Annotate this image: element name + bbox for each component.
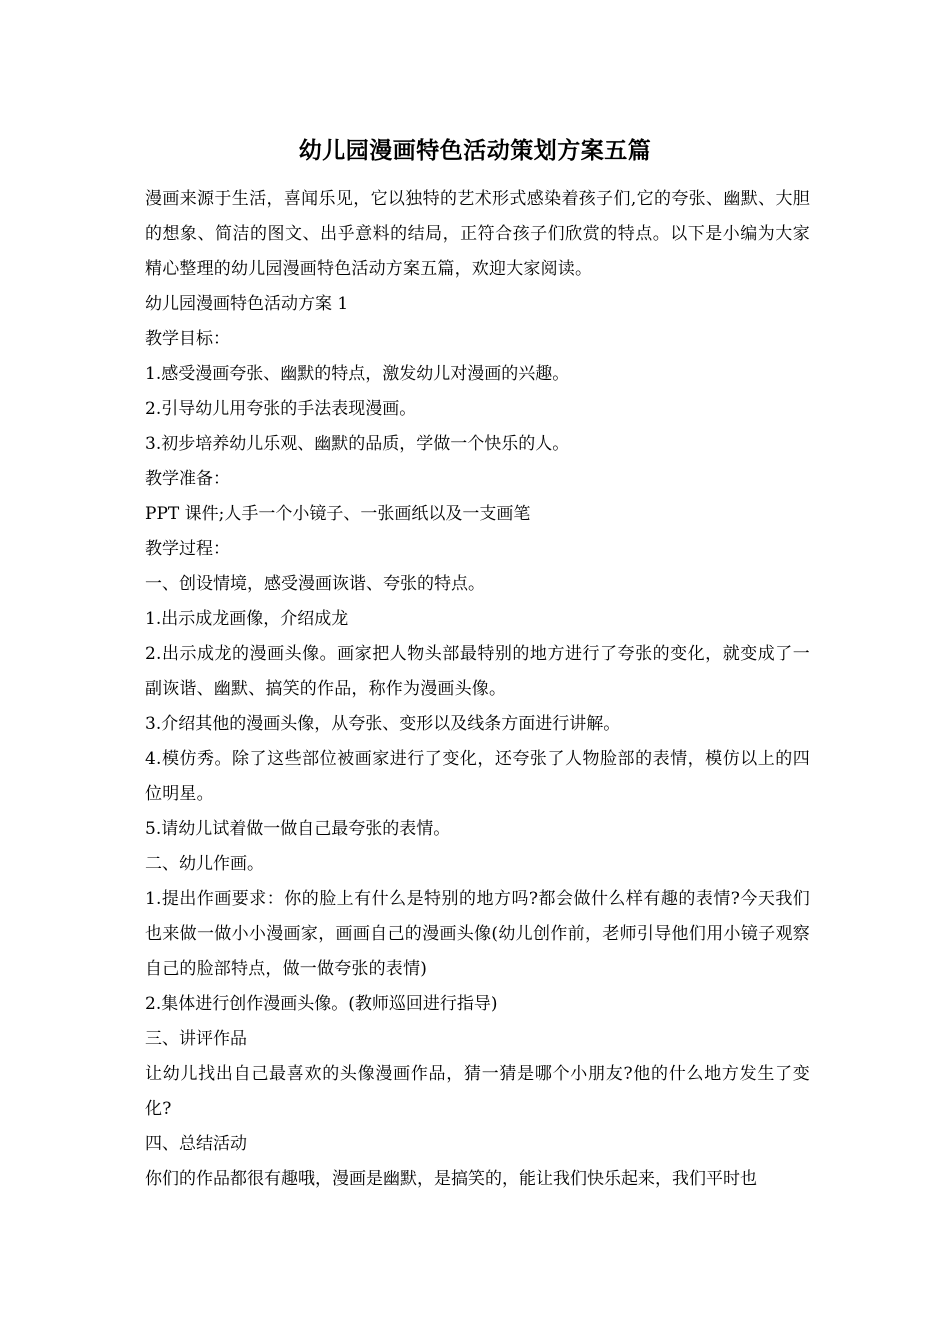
heading-teaching-goals: 教学目标：: [145, 329, 230, 349]
preparation-text: PPT 课件;人手一个小镜子、一张画纸以及一支画笔: [145, 504, 531, 524]
document-title: 幼儿园漫画特色活动策划方案五篇: [298, 137, 652, 164]
goal-item-1: 1.感受漫画夸张、幽默的特点，激发幼儿对漫画的兴趣。: [145, 364, 570, 384]
process-step-1-item-1: 1.出示成龙画像，介绍成龙: [145, 609, 349, 629]
document-body: [145, 182, 810, 1197]
process-step-4-heading: 四、总结活动: [145, 1134, 247, 1154]
intro-paragraph: 漫画来源于生活，喜闻乐见，它以独特的艺术形式感染着孩子们,它的夸张、幽默、大胆的想象、简洁的图文、出乎意料的结局，正符合孩子们欣赏的特点。以下是小编为大家精心整理的幼儿园漫画特色活动方案五篇，欢迎大家阅读。: [145, 189, 810, 279]
process-step-3-heading: 三、讲评作品: [145, 1029, 247, 1049]
goal-item-2: 2.引导幼儿用夸张的手法表现漫画。: [145, 399, 417, 419]
heading-teaching-preparation: 教学准备：: [145, 469, 230, 489]
goal-item-3: 3.初步培养幼儿乐观、幽默的品质，学做一个快乐的人。: [145, 434, 570, 454]
process-step-1-heading: 一、创设情境，感受漫画诙谐、夸张的特点。: [145, 574, 485, 594]
process-step-2-item-1: 1.提出作画要求：你的脸上有什么是特别的地方吗?都会做什么样有趣的表情?今天我们也来做一做小小漫画家，画画自己的漫画头像(幼儿创作前，老师引导他们用小镜子观察自己的脸部特点，做一做夸张的表情): [145, 889, 810, 979]
process-step-1-item-5: 5.请幼儿试着做一做自己最夸张的表情。: [145, 819, 451, 839]
process-step-2-item-2: 2.集体进行创作漫画头像。(教师巡回进行指导): [145, 994, 498, 1014]
process-step-2-heading: 二、幼儿作画。: [145, 854, 264, 874]
process-step-1-item-3: 3.介绍其他的漫画头像，从夸张、变形以及线条方面进行讲解。: [145, 714, 621, 734]
process-step-4-text: 你们的作品都很有趣哦，漫画是幽默，是搞笑的，能让我们快乐起来，我们平时也: [145, 1169, 757, 1189]
process-step-3-text: 让幼儿找出自己最喜欢的头像漫画作品，猜一猜是哪个小朋友?他的什么地方发生了变化?: [145, 1064, 810, 1119]
process-step-1-item-2: 2.出示成龙的漫画头像。画家把人物头部最特别的地方进行了夸张的变化，就变成了一副诙谐、幽默、搞笑的作品，称作为漫画头像。: [145, 644, 810, 699]
section-heading-plan-1: 幼儿园漫画特色活动方案 1: [145, 294, 349, 314]
heading-teaching-process: 教学过程：: [145, 539, 230, 559]
process-step-1-item-4: 4.模仿秀。除了这些部位被画家进行了变化，还夸张了人物脸部的表情，模仿以上的四位明星。: [145, 749, 810, 804]
